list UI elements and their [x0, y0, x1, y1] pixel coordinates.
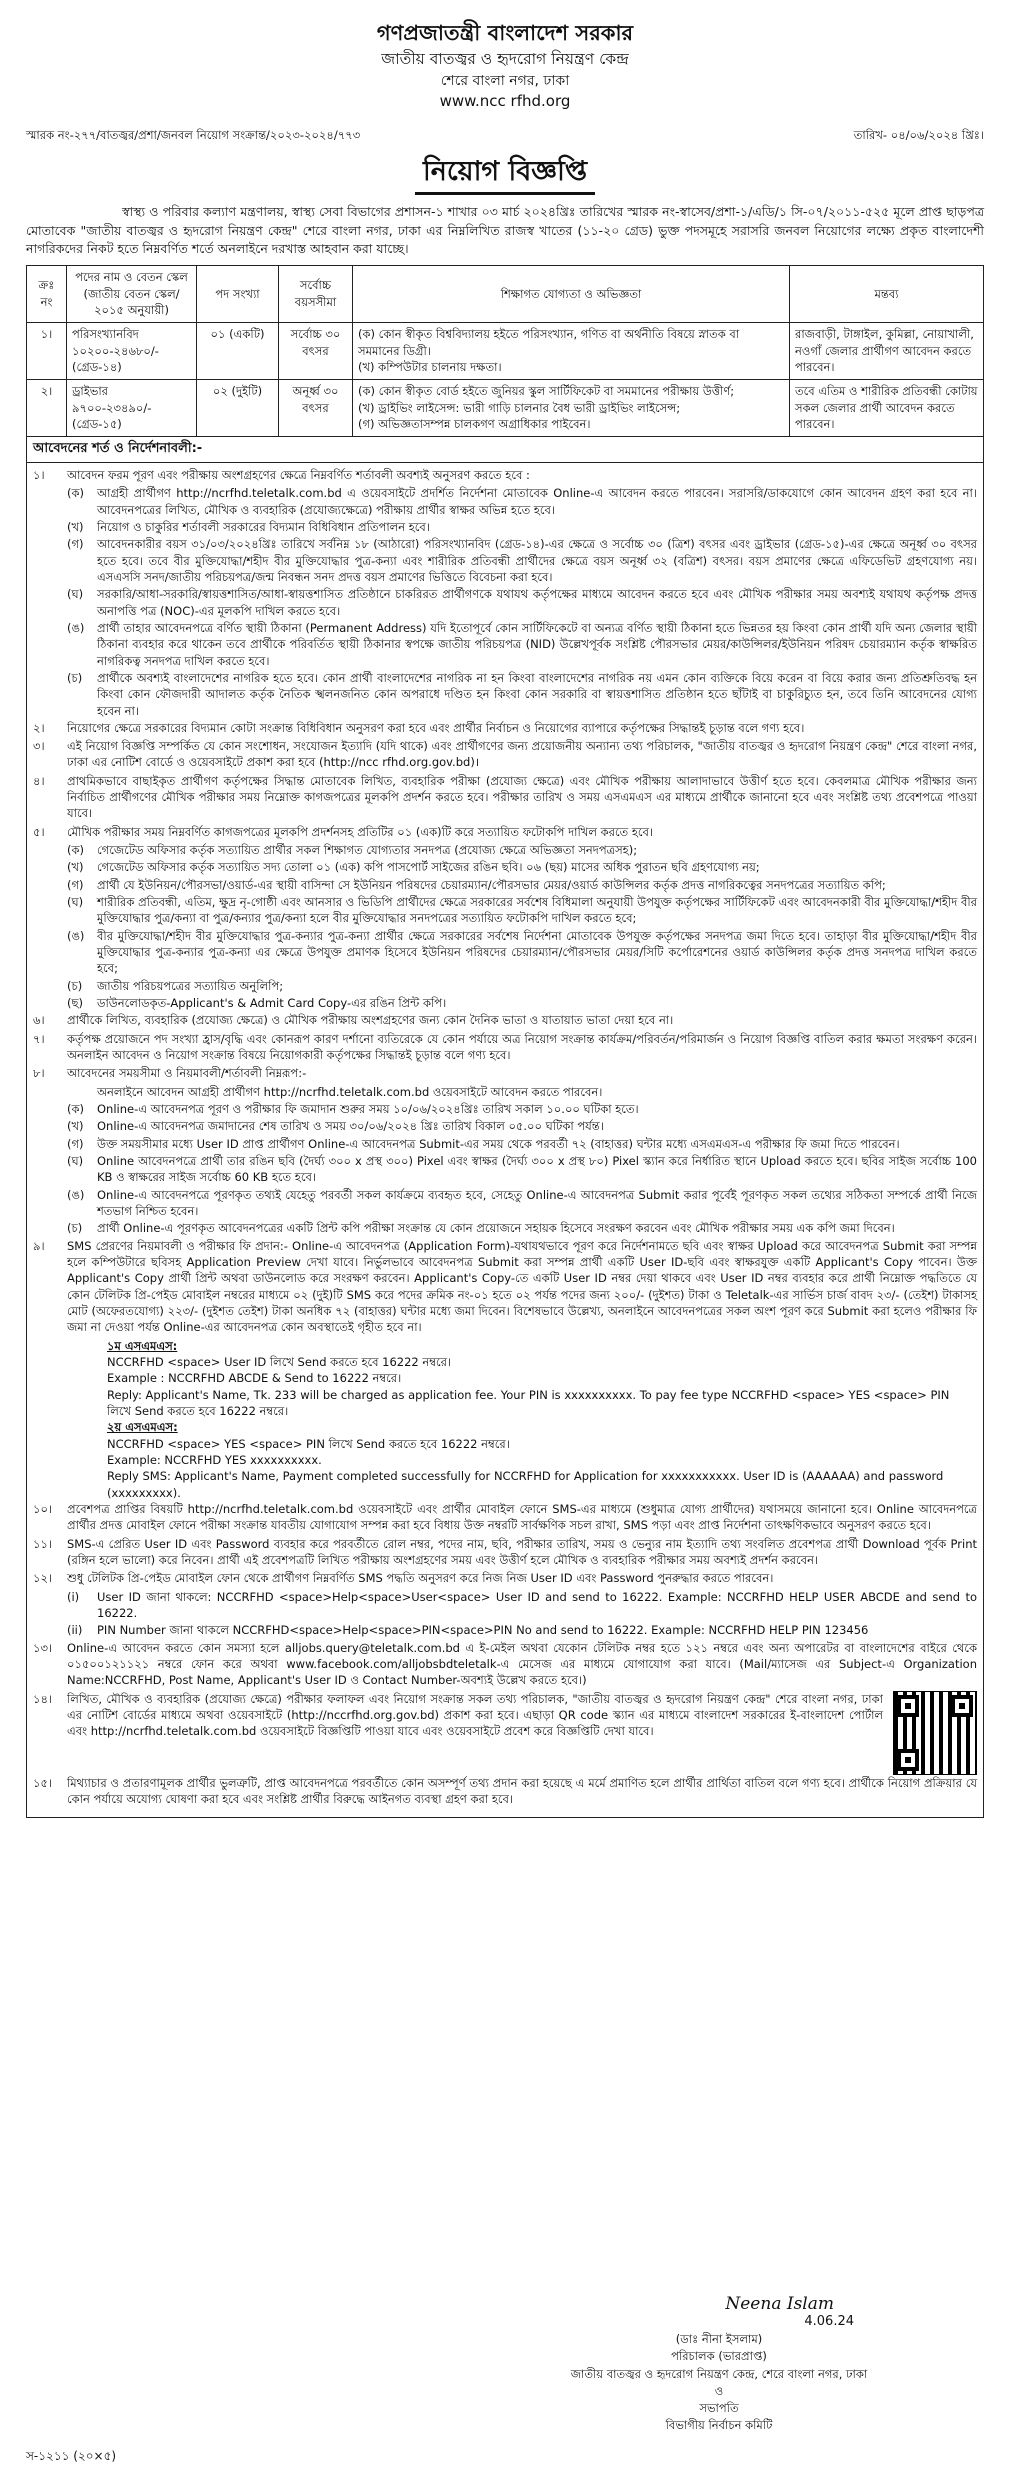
- signatory-name: (ডাঃ নীনা ইসলাম): [675, 2332, 763, 2346]
- condition-number: (ঙ): [67, 928, 85, 943]
- condition-text: উক্ত সময়সীমার মধ্যে User ID প্রাপ্ত প্রার্থীগণ Online-এ আবেদনপত্র Submit-এর সময় থেকে পরবর্তী ৭২ (বাহাত্তর) ঘন্টার মধ্যে এসএমএস-এ পরীক্ষার ফি জমা দিতে পারবেন।: [97, 1136, 900, 1151]
- condition-subitem: [33, 894, 977, 927]
- condition-text: আগ্রহী প্রার্থীগণ http://ncrfhd.teletalk.com.bd এ ওয়েবসাইটে প্রদর্শিত নির্দেশনা মোতাবেক Online-এ আবেদন করতে পারবেন। সরাসরি/ডাকযোগে কোন আবেদন গ্রহণ করা হবে না। আবেদনপত্রের লিখিত, মৌখিক ও ব্যবহারিক (প্রযোজ্যক্ষেত্রে) পরীক্ষায় প্রার্থীর স্বাক্ষর অভিন্ন হতে হবে।: [97, 486, 977, 517]
- condition-item: [33, 720, 977, 736]
- condition-text: নিয়োগের ক্ষেত্রে সরকারের বিদ্যমান কোটা সংক্রান্ত বিধিবিধান অনুসরণ করা হবে এবং প্রার্থীর নির্বাচন ও নিয়োগের ব্যাপারে কর্তৃপক্ষের সিদ্ধান্তই চূড়ান্ত বলে গণ্য হবে।: [67, 720, 805, 735]
- condition-subitem: [33, 1084, 977, 1100]
- condition-number: (ঘ): [67, 587, 84, 602]
- row-remark: রাজবাড়ী, টাঙ্গাইল, কুমিল্লা, নোয়াখালী, নওগাঁ জেলার প্রার্থীগণ আবেদন করতে পারবেন।: [790, 323, 984, 380]
- condition-text: প্রাথমিকভাবে বাছাইকৃত প্রার্থীগণ কর্তৃপক্ষের সিদ্ধান্ত মোতাবেক লিখিত, ব্যবহারিক পরীক্ষা (প্রযোজ্য ক্ষেত্রে) এবং মৌখিক পরীক্ষায় আলাদাভাবে উত্তীর্ণ হতে হবে। কেবলমাত্র মৌখিক পরীক্ষার জন্য নির্বাচিত প্রার্থীগণের মৌখিক পরীক্ষার সময় নিম্নোক্ত কাগজপত্রের মূলকপি প্রদর্শন করতে হবে। পরীক্ষার তারিখ ও সময় এসএমএস এর মাধ্যমে প্রার্থীকে জানানো হবে এবং সংশ্লিষ্ট তথ্য প্রবেশপত্রে পাওয়া যাবে।: [67, 773, 977, 821]
- qualification-line: (গ) অভিজ্ঞতাসম্পন্ন চালকগণ অগ্রাধিকার পাইবেন।: [358, 417, 591, 432]
- sms-line: Example: NCCRFHD YES xxxxxxxxxx.: [107, 1452, 322, 1467]
- condition-text: মৌখিক পরীক্ষার সময় নিম্নবর্ণিত কাগজপত্রের মূলকপি প্রদর্শনসহ প্রতিটির ০১ (এক)টি করে সত্যায়িত ফটোকপি দাখিল করতে হবে।: [67, 824, 654, 839]
- condition-text: প্রার্থীকে লিখিত, ব্যবহারিক (প্রযোজ্য ক্ষেত্রে) ও মৌখিক পরীক্ষায় অংশগ্রহণের জন্য কোন দৈনিক ভাতা ও যাতায়াত ভাতা দেয়া হবে না।: [67, 1013, 674, 1028]
- condition-number: (i): [67, 1589, 80, 1604]
- row-qualification: [353, 323, 790, 380]
- condition-number: (ক): [67, 486, 85, 501]
- intro-paragraph: স্বাস্থ্য ও পরিবার কল্যাণ মন্ত্রণালয়, স্বাস্থ্য সেবা বিভাগের প্রশাসন-১ শাখার ০৩ মার্চ ২০২৪খ্রিঃ তারিখের স্মারক নং-স্বাসেব/প্রশা-১/এডি/১ সি-০৭/২০১১-৫২৫ মূলে প্রাপ্ত ছাড়পত্র মোতাবেক "জাতীয় বাতজ্বর ও হৃদরোগ নিয়ন্ত্রণ কেন্দ্র" শেরে বাংলা নগর, ঢাকা এর নিম্নলিখিত রাজস্ব খাতের (১১-২০ গ্রেড) ভুক্ত পদসমূহে সরাসরি জনবল নিয়োগের লক্ষ্যে প্রকৃত বাংলাদেশী নাগরিকদের নিকট হতে নিম্নবর্ণিত শর্তে অনলাইনে দরখাস্ত আহবান করা যাচ্ছে।: [26, 203, 984, 257]
- qr-finder-mark: [951, 1695, 973, 1717]
- condition-text: অনলাইনে আবেদন আগ্রহী প্রার্থীগণ http://ncrfhd.teletalk.com.bd ওয়েবসাইটে আবেদন করতে পারবেন।: [97, 1084, 603, 1099]
- qualification-line: (খ) ড্রাইভিং লাইসেন্স: ভারী গাড়ি চালনার বৈধ ভারী ড্রাইভিং লাইসেন্স;: [358, 400, 681, 415]
- condition-text: প্রবেশপত্র প্রাপ্তির বিষয়টি http://ncrfhd.teletalk.com.bd ওয়েবসাইটে এবং প্রার্থীর মোবাইল ফোনে SMS-এর মাধ্যমে (শুধুমাত্র যোগ্য প্রার্থীদের) যথাসময়ে জানানো হবে। Online আবেদনপত্রে প্রার্থীর প্রদত্ত মোবাইল ফোনে পরীক্ষা সংক্রান্ত যাবতীয় যোগাযোগ সম্পন্ন করা হবে বিধায় উক্ত নম্বরটি সার্বক্ষণিক সচল রাখা, SMS পড়া এবং প্রাপ্ত নির্দেশনা তাৎক্ষণিকভাবে অনুসরণ করতে হবে।: [67, 1501, 977, 1533]
- signature-and: ও: [714, 2383, 724, 2398]
- condition-subitem: [33, 536, 977, 585]
- condition-text: আবেদনের সময়সীমা ও নিয়মাবলী/শর্তাবলী নিম্নরূপ:-: [67, 1066, 307, 1081]
- condition-text: জাতীয় পরিচয়পত্রের সত্যায়িত অনুলিপি;: [97, 978, 284, 993]
- condition-subitem: [33, 485, 977, 518]
- conditions-list: [33, 467, 977, 1807]
- condition-text: আবেদনকারীর বয়স ৩১/০৩/২০২৪খ্রিঃ তারিখে সর্বনিম্ন ১৮ (আঠারো) পরিসংখ্যানবিদ (গ্রেড-১৪)-এর ক্ষেত্রে ও সর্বোচ্চ ৩০ (ত্রিশ) বৎসর এবং ড্রাইভার (গ্রেড-১৫)-এর ক্ষেত্রে অনূর্ধ্ব ৩০ বৎসর হতে হবে। তবে বীর মুক্তিযোদ্ধা/শহীদ বীর মুক্তিযোদ্ধার পুত্র-কন্যা এবং শারীরিক প্রতিবন্ধী প্রার্থীদের ক্ষেত্রে বয়স অনূর্ধ্ব ৩২ (বত্রিশ) বৎসর। বয়স প্রমাণের ক্ষেত্রে এফিডেভিট গ্রহণযোগ্য নয়। এসএসসি সনদ/জাতীয় পরিচয়পত্র/জন্ম নিবন্ধন সনদ প্রদত্ত বয়স প্রমাণের ভিত্তিতে বিবেচনা করা হবে।: [97, 537, 977, 584]
- condition-subitem: [33, 1153, 977, 1186]
- condition-number: (ii): [67, 1623, 83, 1638]
- condition-text: নিয়োগ ও চাকুরির শর্তাবলী সরকারের বিদ্যমান বিধিবিধান প্রতিপালন হবে।: [97, 519, 430, 534]
- condition-number: ১২।: [33, 1571, 53, 1586]
- condition-text: PIN Number জানা থাকলে NCCRFHD<space>Help<space>PIN<space>PIN No and send to 16222. Example: NCCRFHD HELP PIN 123456: [97, 1623, 869, 1638]
- condition-item: [33, 1065, 977, 1081]
- condition-item: [33, 1536, 977, 1569]
- condition-number: ১১।: [33, 1536, 53, 1551]
- condition-item: [33, 738, 977, 771]
- condition-text: SMS প্রেরণের নিয়মাবলী ও পরীক্ষার ফি প্রদান:- Online-এ আবেদনপত্র (Application Form)-যথাযথভাবে পূরণ করে নির্দেশনামতে ছবি এবং স্বাক্ষর Upload করে আবেদনপত্র Submit করা সম্পন্ন হলে কম্পিউটারে ছবিসহ Application Preview দেখা যাবে। নির্ভুলভাবে আবেদনপত্র Submit করা সম্পন্ন প্রার্থী একটি User ID-ছবি এবং স্বাক্ষরযুক্ত একটি Applicant's Copy পাবেন। উক্ত Applicant's Copy প্রার্থী প্রিন্ট অথবা ডাউনলোড করে সংরক্ষণ করবেন। Applicant's Copy-তে একটি User ID নম্বর দেয়া থাকবে এবং User ID নম্বর ব্যবহার করে প্রার্থী নিম্নোক্ত পদ্ধতিতে যে কোন টেলিটক প্রি-পেইড মোবাইল নম্বরের মাধ্যমে ০২ (দুই)টি SMS করে পদের ক্রমিক নং-০১ হতে ০২ পর্যন্ত পদের জন্য ২০০/- (দুইশত) টাকা ও Teletalk-এর সার্ভিস চার্জ বাবদ ২৩/- (তেইশ) টাকাসহ মোট (অফেরতযোগ্য) ২২৩/- (দুইশত তেইশ) টাকা অনধিক ৭২ (বাহাত্তর) ঘন্টার মধ্যে জমা দিবেন। বিশেষভাবে উল্লেখ্য, অনলাইনে আবেদনপত্রের সকল অংশ পূরণ করে Submit করা হলেও পরীক্ষার ফি জমা না দেওয়া পর্যন্ত Online-এর আবেদনপত্র কোন অবস্থাতেই গৃহীত হবে না।: [67, 1238, 977, 1335]
- header-age: সর্বোচ্চ বয়সসীমা: [279, 266, 353, 323]
- signature-date: 4.06.24: [804, 2313, 854, 2329]
- condition-item: [33, 824, 977, 840]
- qr-finder-mark: [897, 1695, 919, 1717]
- condition-text: লিখিত, মৌখিক ও ব্যবহারিক (প্রযোজ্য ক্ষেত্রে) পরীক্ষার ফলাফল এবং নিয়োগ সংক্রান্ত সকল তথ্য পরিচালক, "জাতীয় বাতজ্বর ও হৃদরোগ নিয়ন্ত্রণ কেন্দ্র" শেরে বাংলা নগর, ঢাকা এর নোটিশ বোর্ডের মাধ্যমে অথবা ওয়েবসাইটে (http://nccrfhd.org.gov.bd) প্রকাশ করা হবে। এছাড়া QR code স্ক্যান এর মাধ্যমে বাংলাদেশ সরকারের ই-বাংলাদেশ পোর্টাল এবং http://ncrfhd.teletalk.com.bd ওয়েবসাইটে বিজ্ঞপ্তিটি পাওয়া যাবে এবং ওয়েবসাইটে প্রবেশ করে বিজ্ঞপ্তিটি দেখা যাবে।: [67, 1691, 883, 1739]
- condition-text: আবেদন ফরম পূরণ এবং পরীক্ষায় অংশগ্রহণের ক্ষেত্রে নিম্নবর্ণিত শর্তাবলী অবশ্যই অনুসরণ করতে হবে :: [67, 467, 530, 482]
- condition-number: (ঘ): [67, 1154, 84, 1169]
- memo-date: তারিখ- ০৪/০৬/২০২৪ খ্রিঃ।: [853, 127, 984, 142]
- condition-number: (ক): [67, 843, 85, 858]
- condition-number: (ঙ): [67, 620, 85, 635]
- condition-text: Online-এ আবেদনপত্র পূরণ ও পরীক্ষার ফি জমাদান শুরুর সময় ১০/০৬/২০২৪খ্রিঃ তারিখ সকাল ১০.০০ ঘটিকা হতে।: [97, 1102, 639, 1117]
- condition-number: ১০।: [33, 1501, 53, 1516]
- condition-text: গেজেটেড অফিসার কর্তৃক সত্যায়িত প্রার্থীর সকল শিক্ষাগত যোগ্যতার সনদপত্র (প্রযোজ্য ক্ষেত্রে অভিজ্ঞতা সনদপত্রসহ);: [97, 843, 638, 858]
- qualification-line: (ক) কোন স্বীকৃত বোর্ড হইতে জুনিয়র স্কুল সার্টিফিকেট বা সমমানের পরীক্ষায় উত্তীর্ণ;: [358, 384, 735, 399]
- qr-row: [33, 1691, 977, 1775]
- condition-number: (খ): [67, 1119, 84, 1134]
- posts-table: [26, 265, 984, 437]
- condition-number: ১৫।: [33, 1775, 53, 1790]
- qr-finder-mark: [897, 1749, 919, 1771]
- condition-text: User ID জানা থাকলে: NCCRFHD <space>Help<space>User<space> User ID and send to 16222. Example: NCCRFHD HELP USER ABCDE and send to 16222.: [97, 1589, 977, 1620]
- condition-subitem: [33, 1589, 977, 1622]
- condition-text: Online-এ আবেদনপত্র জমাদানের শেষ তারিখ ও সময় ৩০/০৬/২০২৪ খ্রিঃ তারিখ বিকাল ০৫.০০ ঘটিকা পর্যন্ত।: [97, 1119, 604, 1134]
- sms-line: Reply SMS: Applicant's Name, Payment completed successfully for NCCRFHD for Application for xxxxxxxxxxx. User ID is (AAAAAA) and password (xxxxxxxxx).: [107, 1469, 944, 1500]
- condition-item: [33, 1691, 883, 1773]
- committee-role: সভাপতি: [699, 2401, 739, 2415]
- government-name: গণপ্রজাতন্ত্রী বাংলাদেশ সরকার: [376, 21, 634, 45]
- posts-table-header: [27, 266, 984, 323]
- row-sl: ১।: [27, 323, 67, 380]
- condition-number: ২।: [33, 720, 45, 735]
- condition-text: SMS-এ প্রেরিত User ID এবং Password ব্যবহার করে পরবর্তীতে রোল নম্বর, পদের নাম, ছবি, পরীক্ষার তারিখ, সময় ও ভেন্যুর নাম ইত্যাদি তথ্য সংবলিত প্রবেশপত্র প্রার্থী Download পূর্বক Print (রঙ্গিন হলে ভালো) করে নিবেন। প্রার্থী এই প্রবেশপত্রটি লিখিত পরীক্ষায় অংশগ্রহণের সময় এবং উত্তীর্ণ হলে মৌখিক ও ব্যবহারিক পরীক্ষার সময় অবশ্যই প্রদর্শন করবেন।: [67, 1536, 977, 1567]
- condition-subitem: [33, 670, 977, 719]
- website-link[interactable]: www.ncc rfhd.org: [439, 92, 571, 111]
- condition-number: (গ): [67, 1136, 84, 1151]
- qualification-line: (ক) কোন স্বীকৃত বিশ্ববিদ্যালয় হইতে পরিসংখ্যান, গণিত বা অর্থনীতি বিষয়ে স্নাতক বা সমমানের ডিগ্রী।: [358, 327, 740, 358]
- condition-number: ৮।: [33, 1066, 45, 1081]
- condition-subitem: [33, 1220, 977, 1236]
- header-post: পদের নাম ও বেতন স্কেল (জাতীয় বেতন স্কেল/২০১৫ অনুযায়ী): [67, 266, 197, 323]
- row-count: ০১ (একটি): [197, 323, 279, 380]
- header-qualification: শিক্ষাগত যোগ্যতা ও অভিজ্ঞতা: [353, 266, 790, 323]
- condition-number: ৬।: [33, 1013, 45, 1028]
- condition-number: ৭।: [33, 1031, 45, 1046]
- condition-subitem: [33, 1622, 977, 1638]
- condition-number: (চ): [67, 978, 83, 993]
- condition-text: সরকারি/আধা-সরকারি/স্বায়ত্তশাসিত/আধা-স্বায়ত্তশাসিত প্রতিষ্ঠানে চাকরিরত প্রার্থীগণকে যথাযথ কর্তৃপক্ষের মাধ্যমে আবেদন করতে হবে এবং মৌখিক পরীক্ষার সময় অবশ্যই যথাযথ কর্তৃপক্ষ প্রদত্ত অনাপত্তি পত্র (NOC)-এর মূলকপি দাখিল করতে হবে।: [97, 587, 977, 618]
- condition-text: মিথ্যাচার ও প্রতারণামূলক প্রার্থীর ভুলত্রুটি, প্রাপ্ত আবেদনপত্রে পরবর্তীতে কোন অসম্পূর্ণ তথ্য প্রদান করা হয়েছে এ মর্মে প্রমাণিত হলে প্রার্থীর প্রার্থিতা বাতিল বলে গণ্য হবে। প্রার্থীকে নিয়োগ প্রক্রিয়ার যে কোন পর্যায়ে অযোগ্য ঘোষণা করা হবে এবং সংশ্লিষ্ট প্রার্থীর বিরুদ্ধে আইনগত ব্যবস্থা গ্রহণ করা হবে।: [67, 1775, 977, 1806]
- condition-text: শারীরিক প্রতিবন্ধী, এতিম, ক্ষুদ্র নৃ-গোষ্ঠী এবং আনসার ও ভিডিপি প্রার্থীদের ক্ষেত্রে সরকারের সর্বশেষ বিধিমালা অনুযায়ী উপযুক্ত কর্তৃপক্ষের সার্টিফিকেট এবং আবেদনকারী বীর মুক্তিযোদ্ধা/শহীদ বীর মুক্তিযোদ্ধার পুত্র/কন্যা বা পুত্র/কন্যার পুত্র/কন্যা হলে বীর মুক্তিযোদ্ধার সনদপত্রের সত্যায়িত ফটোকপি দাখিল করতে হবে;: [97, 895, 977, 926]
- sms-line: Reply: Applicant's Name, Tk. 233 will be charged as application fee. Your PIN is xxxxxxxxxx. To pay fee type NCCRFHD <space> YES <space> PIN লিখে Send করতে হবে 16222 নম্বরে।: [107, 1387, 950, 1418]
- signatory-org: জাতীয় বাতজ্বর ও হৃদরোগ নিয়ন্ত্রণ কেন্দ্র, শেরে বাংলা নগর, ঢাকা: [570, 2366, 868, 2381]
- condition-number: ৫।: [33, 824, 45, 839]
- condition-item: [33, 1501, 977, 1534]
- condition-subitem: [33, 1136, 977, 1152]
- sms-second-heading: ২য় এসএমএস:: [107, 1420, 178, 1435]
- condition-text: Online-এ আবেদনপত্রে পূরণকৃত তথ্যই যেহেতু পরবর্তী সকল কার্যক্রমে ব্যবহৃত হবে, সেহেতু Online-এ আবেদনপত্র Submit করার পূর্বেই পূরণকৃত সকল তথ্যের সঠিকতা সম্পর্কে প্রার্থী নিজে শতভাগ নিশ্চিত হবেন।: [97, 1187, 977, 1219]
- condition-item: [33, 1570, 977, 1586]
- memo-row: [26, 127, 984, 144]
- condition-subitem: [33, 978, 977, 994]
- condition-number: (গ): [67, 877, 84, 892]
- sms-line: NCCRFHD <space> User ID লিখে Send করতে হবে 16222 নম্বরে।: [107, 1354, 452, 1369]
- condition-text: বীর মুক্তিযোদ্ধা/শহীদ বীর মুক্তিযোদ্ধার পুত্র-কন্যার পুত্র-কন্যা প্রার্থীর ক্ষেত্রে সরকারের সর্বশেষ নির্দেশনা মোতাবেক উপযুক্ত কর্তৃপক্ষের সনদপত্র জমা দিতে হবে। তাহাড়া বীর মুক্তিযোদ্ধা/শহীদ বীর মুক্তিযোদ্ধার পুত্র-কন্যার পুত্র-কন্যা এর ক্ষেত্রে উপযুক্ত প্রমাণক হিসেবে ইউনিয়ন পরিষদের চেয়ারম্যান/পৌরসভার মেয়র/সিটি কর্পোরেশনের ওয়ার্ড কাউন্সিলর কর্তৃক প্রদত্ত সনদপত্র দাখিল করতে হবে;: [97, 928, 977, 976]
- condition-text: প্রার্থী তাহার আবেদনপত্রে বর্ণিত স্থায়ী ঠিকানা (Permanent Address) যদি ইতোপূর্বে কোন সার্টিফিকেটে বা অন্যত্র বর্ণিত স্থায়ী ঠিকানা হতে ভিন্নতর হয় কিংবা কোন প্রার্থী যদি অন্য জেলার স্থায়ী ঠিকানা ব্যবহার করে থাকেন তবে প্রার্থীকে পরিবর্তিত স্থায়ী ঠিকানার স্বপক্ষে জাতীয় পরিচয়পত্র (NID) উল্লেখপূর্বক সংশ্লিষ্ট পৌরসভার মেয়র/কাউন্সিলর/ইউনিয়ন পরিষদ চেয়ারম্যান কর্তৃক স্বাক্ষরিত নাগরিকত্ব সনদপত্র দাখিল করতে হবে।: [97, 620, 977, 668]
- sms-line: Example : NCCRFHD ABCDE & Send to 16222 নম্বরে।: [107, 1371, 402, 1386]
- condition-item: [33, 773, 977, 822]
- condition-number: (ঙ): [67, 1187, 85, 1202]
- signatory-designation: পরিচালক (ভারপ্রাপ্ত): [671, 2349, 767, 2364]
- condition-text: Online-এ আবেদন করতে কোন সমস্যা হলে alljobs.query@teletalk.com.bd এ ই-মেইল অথবা যেকোন টেলিটক নম্বর হতে ১২১ নম্বরে এবং অন্য অপারেটর বা বাংলাদেশের বাইরে থেকে ০১৫০০১২১১২১ নম্বরে ফোন করে অথবা www.facebook.com/alljobsbdteletalk-এ মেসেজ এর মাধ্যমে যোগাযোগ করা যাবে। (Mail/ম্যাসেজ এর Subject-এ Organization Name:NCCRFHD, Post Name, Applicant's User ID ও Contact Number-অবশ্যই উল্লেখ করতে হবে।): [67, 1640, 977, 1688]
- institute-name: জাতীয় বাতজ্বর ও হৃদরোগ নিয়ন্ত্রণ কেন্দ্র: [381, 50, 629, 69]
- sms-instructions: [33, 1338, 977, 1501]
- letterhead: [26, 18, 984, 113]
- qr-code-icon[interactable]: [893, 1691, 977, 1775]
- row-remark: তবে এতিম ও শারীরিক প্রতিবন্ধী কোটায় সকল জেলার প্রার্থী আবেদন করতে পারবেন।: [790, 380, 984, 437]
- condition-number: (ক): [67, 1102, 85, 1117]
- sms-line: NCCRFHD <space> YES <space> PIN লিখে Send করতে হবে 16222 নম্বরে।: [107, 1436, 510, 1451]
- condition-text: প্রার্থী যে ইউনিয়ন/পৌরসভা/ওয়ার্ড-এর স্থায়ী বাসিন্দা সে ইউনিয়ন পরিষদের চেয়ারম্যান/পৌরসভার মেয়র/ওয়ার্ড কাউন্সিলর কর্তৃক প্রদত্ত নাগরিকত্বের সনদপত্রের সত্যায়িত কপি;: [97, 877, 886, 892]
- conditions-heading: আবেদনের শর্ত ও নির্দেশনাবলী:-: [27, 437, 983, 463]
- sms-first-heading: ১ম এসএমএস:: [107, 1338, 178, 1353]
- row-qualification: [353, 380, 790, 437]
- row-sl: ২।: [27, 380, 67, 437]
- condition-number: ৩।: [33, 739, 45, 754]
- condition-text: ডাউনলোডকৃত-Applicant's & Admit Card Copy-এর রঙিন প্রিন্ট কপি।: [97, 996, 447, 1011]
- condition-number: (ঘ): [67, 895, 84, 910]
- condition-item: [33, 467, 977, 483]
- condition-number: (গ): [67, 537, 84, 552]
- condition-subitem: [33, 877, 977, 893]
- condition-number: (খ): [67, 860, 84, 875]
- condition-text: গেজেটেড অফিসার কর্তৃক সত্যায়িত সদ্য তোলা ০১ (এক) কপি পাসপোর্ট সাইজের রঙিন ছবি। ০৬ (ছয়) মাসের অধিক পুরাতন ছবি গ্রহণযোগ্য নয়;: [97, 860, 760, 875]
- condition-number: ১৪।: [33, 1691, 53, 1706]
- condition-text: এই নিয়োগ বিজ্ঞপ্তি সম্পর্কিত যে কোন সংশোধন, সংযোজন ইত্যাদি (যদি থাকে) এবং প্রার্থীগণের জন্য প্রয়োজনীয় অন্যান্য তথ্য পরিচালক, "জাতীয় বাতজ্বর ও হৃদরোগ নিয়ন্ত্রণ কেন্দ্র" শেরে বাংলা নগর, ঢাকা এর নোটিশ বোর্ডে ও ওয়েবসাইটে প্রকাশ করা হবে (http://ncc rfhd.org.gov.bd)।: [67, 739, 977, 770]
- condition-text: প্রার্থীকে অবশ্যই বাংলাদেশের নাগরিক হতে হবে। কোন প্রার্থী বাংলাদেশের নাগরিক না হন কিংবা বাংলাদেশের নাগরিক নয় এমন কোন ব্যক্তিকে বিয়ে করেন বা বিয়ে করার জন্য প্রতিশ্রুতিবদ্ধ হন কিংবা কোন ফৌজদারী আদালত কর্তৃক নৈতিক স্খলনজনিত কোন অপরাধে দণ্ডিত হন কিংবা কোন সরকারি বা স্বায়ত্তশাসিত প্রতিষ্ঠান হতে ছাঁটাই বা চাকুরিচ্যুত হন, তবে তিনি আবেদনের যোগ্য হবেন না।: [97, 670, 977, 718]
- condition-subitem: [33, 620, 977, 669]
- condition-subitem: [33, 842, 977, 858]
- memo-number: স্মারক নং-২৭৭/বাতজ্বর/প্রশা/জনবল নিয়োগ সংক্রান্ত/২০২৩-২০২৪/৭৭৩: [26, 127, 361, 142]
- condition-subitem: [33, 859, 977, 875]
- row-post: ড্রাইভার ৯৭০০-২৩৪৯০/- (গ্রেড-১৫): [67, 380, 197, 437]
- signature-name-scribble: Neena Islam: [725, 2294, 834, 2314]
- notice-title: নিয়োগ বিজ্ঞপ্তি: [415, 152, 595, 195]
- condition-item: [33, 1238, 977, 1336]
- qualification-line: (খ) কম্পিউটার চালনায় দক্ষতা।: [358, 360, 502, 375]
- institute-address: শেরে বাংলা নগর, ঢাকা: [440, 72, 570, 89]
- row-age: সর্বোচ্চ ৩০ বৎসর: [279, 323, 353, 380]
- row-age: অনূর্ধ্ব ৩০ বৎসর: [279, 380, 353, 437]
- condition-number: ৪।: [33, 773, 45, 788]
- condition-subitem: [33, 928, 977, 977]
- condition-subitem: [33, 519, 977, 535]
- condition-item: [33, 1640, 977, 1689]
- condition-item: [33, 1012, 977, 1028]
- condition-text: কর্তৃপক্ষ প্রয়োজনে পদ সংখ্যা হ্রাস/বৃদ্ধি এবং কোনরূপ কারণ দর্শানো ব্যতিরেকে যে কোন পর্যায়ে অত্র নিয়োগ সংক্রান্ত কার্যক্রম/পরিবর্তন/পরিমার্জন ও নিয়োগ বিজ্ঞপ্তি বাতিল করার ক্ষমতা সংরক্ষণ করেন। অনলাইন আবেদন ও নিয়োগ সংক্রান্ত বিষয়ে নিয়োগকারী কর্তৃপক্ষের সিদ্ধান্তই চূড়ান্ত বলে গণ্য হবে।: [67, 1031, 977, 1063]
- header-count: পদ সংখ্যা: [197, 266, 279, 323]
- condition-number: [67, 1084, 97, 1100]
- condition-subitem: [33, 995, 977, 1011]
- condition-number: (খ): [67, 519, 84, 534]
- condition-text: প্রার্থী Online-এ পূরণকৃত আবেদনপত্রের একটি প্রিন্ট কপি পরীক্ষা সংক্রান্ত যে কোন প্রয়োজনে সহায়ক হিসেবে সংরক্ষণ করবেন এবং মৌখিক পরীক্ষার সময় এক কপি জমা দিবেন।: [97, 1221, 895, 1236]
- condition-item: [33, 1031, 977, 1064]
- signature-block: [554, 2292, 884, 2435]
- condition-text: Online আবেদনপত্রে প্রার্থী তার রঙিন ছবি (দৈর্ঘ্য ৩০০ x প্রস্থ ৩০০) Pixel এবং স্বাক্ষর (দৈর্ঘ্য ৩০০ x প্রস্থ ৮০) Pixel স্ক্যান করে নির্ধারিত স্থানে Upload করতে হবে। ছবির সাইজ সর্বোচ্চ 100 KB ও স্বাক্ষরের সাইজ সর্বোচ্চ 60 KB হতে হবে।: [97, 1154, 977, 1185]
- condition-number: (চ): [67, 670, 83, 685]
- condition-subitem: [33, 1187, 977, 1220]
- condition-number: ১৩।: [33, 1640, 53, 1655]
- table-row: [27, 323, 984, 380]
- condition-text: শুধু টেলিটক প্রি-পেইড মোবাইল ফোন থেকে প্রার্থীগণ নিম্নবর্ণিত SMS পদ্ধতি অনুসরণ করে নিজ নিজ User ID এবং Password পুনরুদ্ধার করতে পারবেন।: [67, 1571, 774, 1586]
- print-code: স-১২১১ (২০×৫): [26, 2448, 117, 2463]
- condition-subitem: [33, 1101, 977, 1117]
- header-remark: মন্তব্য: [790, 266, 984, 323]
- condition-number: (চ): [67, 1221, 83, 1236]
- condition-subitem: [33, 586, 977, 619]
- row-count: ০২ (দুইটি): [197, 380, 279, 437]
- condition-item: [33, 1775, 977, 1808]
- condition-number: (ছ): [67, 996, 83, 1011]
- table-row: [27, 380, 984, 437]
- condition-subitem: [33, 1118, 977, 1134]
- row-post: পরিসংখ্যানবিদ ১০২০০-২৪৬৮০/- (গ্রেড-১৪): [67, 323, 197, 380]
- committee-name: বিভাগীয় নির্বাচন কমিটি: [665, 2418, 773, 2433]
- condition-number: ১।: [33, 467, 45, 482]
- conditions-section: [26, 437, 984, 1818]
- header-sl: ক্রঃ নং: [27, 266, 67, 323]
- condition-number: ৯।: [33, 1238, 45, 1253]
